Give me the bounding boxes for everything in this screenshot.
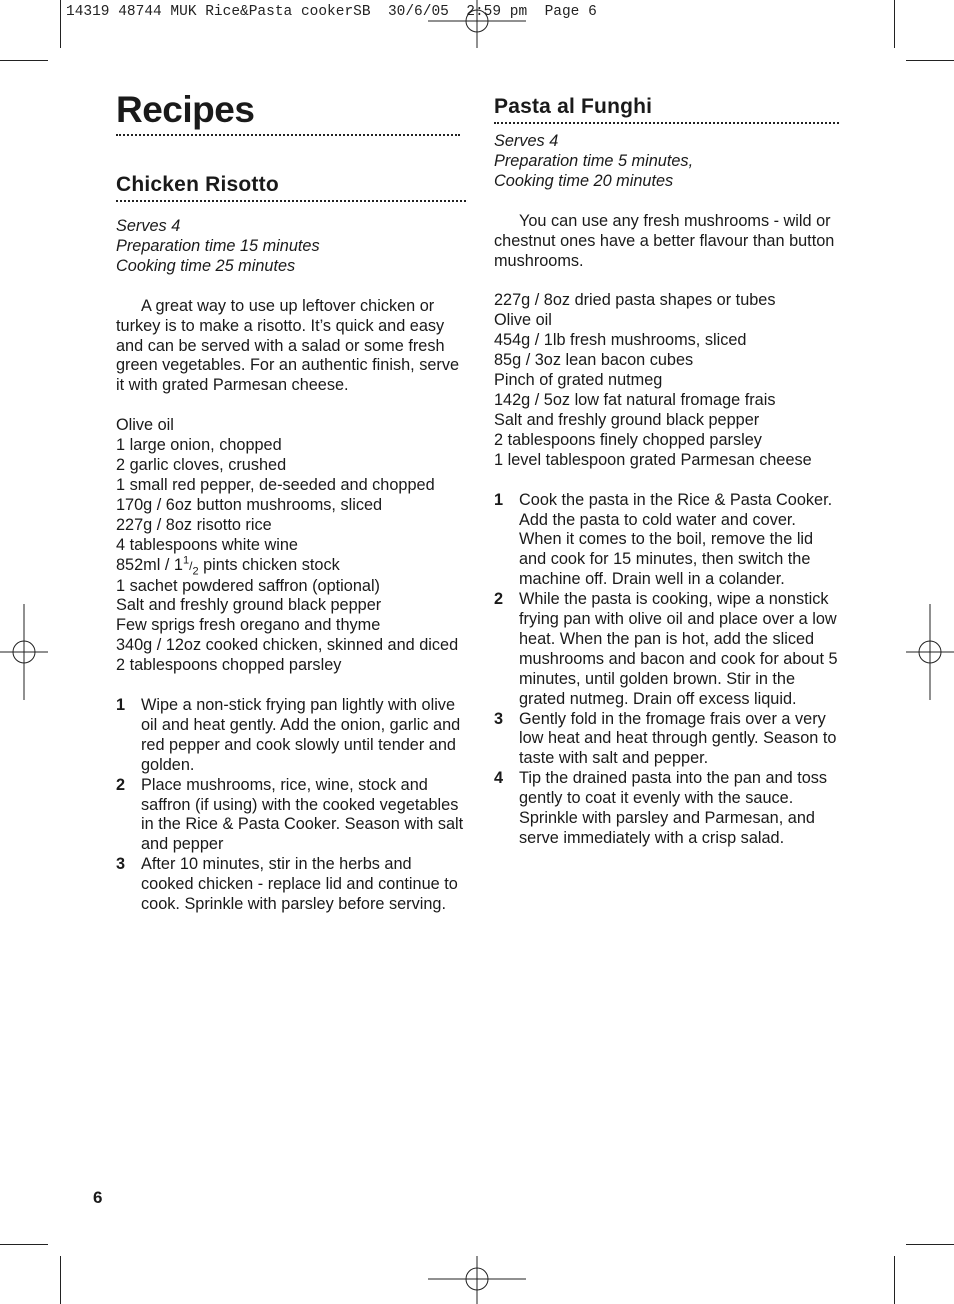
- ingredient-list: [116, 416, 466, 676]
- method-steps: [494, 491, 839, 849]
- prep-time: Preparation time 5 minutes,: [494, 151, 694, 170]
- crop-mark-top-right-v: [894, 0, 895, 48]
- crop-mark-top-left-v: [60, 0, 61, 48]
- recipe-meta: [116, 217, 466, 277]
- step-number: 2: [494, 590, 504, 609]
- ingredient-item-stock: [116, 556, 466, 577]
- recipe-chicken-risotto: [116, 172, 466, 915]
- ingredient-item: 2 tablespoons finely chopped parsley: [494, 430, 762, 449]
- method-step: [494, 491, 839, 591]
- ingredient-item: 227g / 8oz risotto rice: [116, 515, 272, 534]
- stock-amount: 852ml / 1: [116, 555, 183, 574]
- step-text: Place mushrooms, rice, wine, stock and saffron (if using) with the cooked vegetables in the Rice & Pasta Cooker. Season with salt and pepper: [141, 775, 464, 854]
- ingredient-item: Few sprigs fresh oregano and thyme: [116, 616, 381, 635]
- step-number: 3: [116, 855, 126, 874]
- title-dotted-rule: [116, 134, 460, 136]
- step-text: While the pasta is cooking, wipe a nonstick frying pan with olive oil and place over a low heat. When the pan is hot, add the sliced mushrooms and bacon and cook for about 5 minutes, until golden brown. Stir in the grated nutmeg. Drain off excess liquid.: [519, 590, 838, 708]
- ingredient-list: [494, 291, 839, 470]
- stock-fraction-slash: /: [189, 558, 193, 573]
- cook-time: Cooking time 20 minutes: [494, 171, 674, 190]
- step-number: 2: [116, 775, 126, 794]
- ingredient-item: 142g / 5oz low fat natural fromage frais: [494, 390, 776, 409]
- ingredient-item: 85g / 3oz lean bacon cubes: [494, 351, 694, 370]
- method-step: [494, 769, 839, 849]
- stock-fraction-denominator: 2: [192, 564, 199, 577]
- page-title: Recipes: [116, 89, 255, 130]
- ingredient-item: Olive oil: [116, 416, 174, 435]
- step-text: After 10 minutes, stir in the herbs and cooked chicken - replace lid and continue to cook. Sprinkle with parsley before serving.: [141, 855, 458, 914]
- crop-mark-bottom-right-v: [894, 1256, 895, 1304]
- ingredient-item: Olive oil: [494, 311, 552, 330]
- crop-mark-top-left-h: [0, 60, 48, 61]
- cook-time: Cooking time 25 minutes: [116, 256, 296, 275]
- crop-mark-bottom-left-h: [0, 1244, 48, 1245]
- step-number: 1: [116, 696, 126, 715]
- recipe-intro: A great way to use up leftover chicken or turkey is to make a risotto. It’s quick and easy and can be served with a salad or some fresh green vegetables. For an authentic finish, serve it with grated Parmesan cheese.: [116, 296, 460, 395]
- crop-mark-bottom-left-v: [60, 1256, 61, 1304]
- ingredient-item: 227g / 8oz dried pasta shapes or tubes: [494, 291, 776, 310]
- step-text: Wipe a non-stick frying pan lightly with olive oil and heat gently. Add the onion, garlic and red pepper and cook slowly until tender and golden.: [141, 696, 461, 774]
- ingredient-item: 2 garlic cloves, crushed: [116, 456, 287, 475]
- step-number: 3: [494, 709, 504, 728]
- method-step: [116, 776, 466, 856]
- method-step: [494, 710, 839, 770]
- ingredient-item: Salt and freshly ground black pepper: [116, 596, 382, 615]
- ingredient-item: 4 tablespoons white wine: [116, 535, 298, 554]
- stock-description: pints chicken stock: [198, 555, 340, 574]
- method-step: [494, 590, 839, 709]
- registration-mark-right: [904, 604, 954, 700]
- ingredient-item: 1 small red pepper, de-seeded and chopped: [116, 475, 435, 494]
- method-step: [116, 855, 466, 915]
- step-number: 4: [494, 769, 504, 788]
- prep-time: Preparation time 15 minutes: [116, 236, 320, 255]
- step-text: Gently fold in the fromage frais over a very low heat and heat through gently. Season to taste with salt and pepper.: [519, 709, 837, 768]
- ingredient-item: Salt and freshly ground black pepper: [494, 410, 760, 429]
- left-column: [116, 88, 466, 915]
- recipe-title-dotted-rule: [494, 122, 839, 124]
- servings: Serves 4: [494, 132, 559, 150]
- ingredient-item: 2 tablespoons chopped parsley: [116, 656, 342, 675]
- registration-mark-bottom: [428, 1256, 526, 1304]
- ingredient-item: 1 large onion, chopped: [116, 436, 282, 455]
- method-steps: [116, 696, 466, 915]
- ingredient-item: 170g / 6oz button mushrooms, sliced: [116, 495, 383, 514]
- printer-slug: 14319 48744 MUK Rice&Pasta cookerSB 30/6/05 2:59 pm Page 6: [66, 4, 597, 20]
- registration-mark-left: [0, 604, 50, 700]
- ingredient-item: 1 level tablespoon grated Parmesan cheese: [494, 450, 812, 469]
- ingredient-item: 1 sachet powdered saffron (optional): [116, 576, 380, 595]
- method-step: [116, 696, 466, 776]
- ingredient-item: Pinch of grated nutmeg: [494, 371, 663, 390]
- step-text: Tip the drained pasta into the pan and toss gently to coat it evenly with the sauce. Sprinkle with parsley and Parmesan, and serve immediately with a crisp salad.: [519, 769, 828, 847]
- ingredient-item: 454g / 1lb fresh mushrooms, sliced: [494, 331, 747, 350]
- recipe-title: Chicken Risotto: [116, 173, 279, 196]
- crop-mark-bottom-right-h: [906, 1244, 954, 1245]
- right-column: [494, 88, 839, 849]
- step-number: 1: [494, 490, 504, 509]
- registration-mark-top: [428, 0, 526, 50]
- recipe-title: Pasta al Funghi: [494, 95, 653, 118]
- stock-fraction-numerator: 1: [182, 554, 190, 567]
- servings: Serves 4: [116, 217, 181, 235]
- recipe-meta: [494, 132, 839, 192]
- ingredient-item: 340g / 12oz cooked chicken, skinned and diced: [116, 636, 459, 655]
- crop-mark-top-right-h: [906, 60, 954, 61]
- step-text: Cook the pasta in the Rice & Pasta Cooker. Add the pasta to cold water and cover. When it comes to the boil, remove the lid and cook for 15 minutes, then switch the machine off. Drain well in a colander.: [519, 490, 833, 589]
- recipe-intro: You can use any fresh mushrooms - wild or chestnut ones have a better flavour than button mushrooms.: [494, 211, 835, 270]
- recipe-pasta-al-funghi: [494, 88, 839, 849]
- page-number: 6: [93, 1188, 103, 1207]
- recipe-title-dotted-rule: [116, 200, 466, 202]
